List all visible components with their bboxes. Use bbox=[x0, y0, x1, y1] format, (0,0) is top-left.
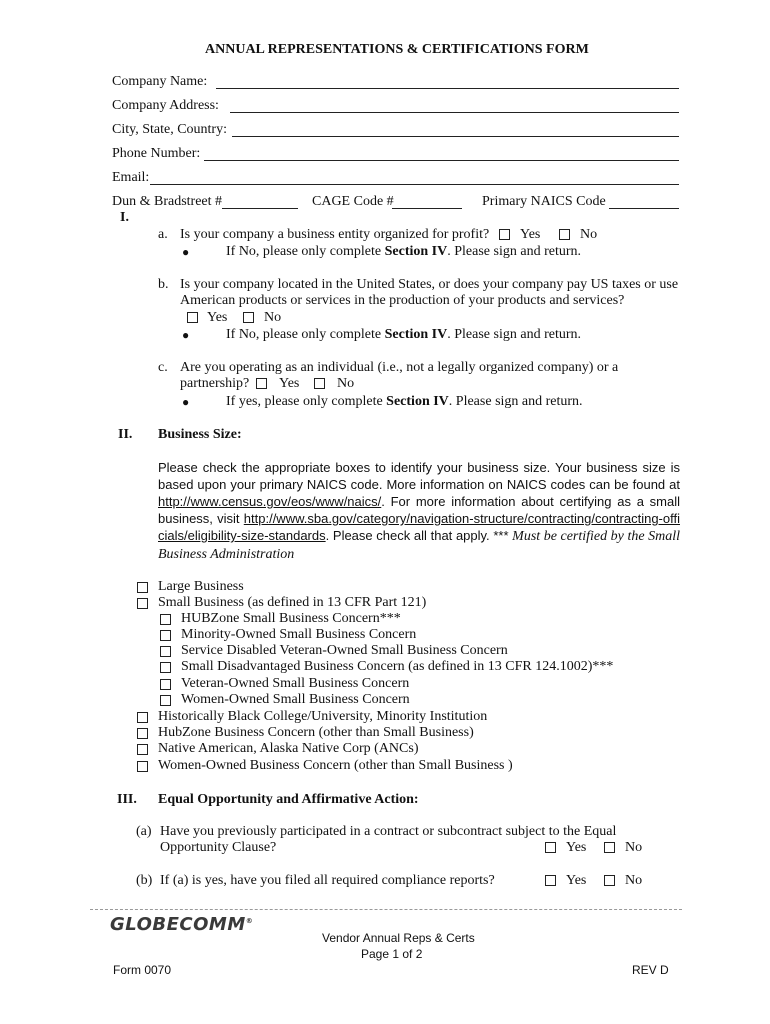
question-1b-yes-label: Yes bbox=[207, 310, 228, 325]
question-3b-no-label: No bbox=[625, 873, 643, 888]
question-1c-yes-label: Yes bbox=[279, 376, 300, 391]
question-1b-no-checkbox[interactable] bbox=[243, 312, 254, 323]
question-3a-text-line2: Opportunity Clause? bbox=[160, 840, 277, 855]
business-size-instructions: Please check the appropriate boxes to identify your business size. Your business size is based upon your primary NAICS code. More information on NAICS codes can be found at http://www.census.gov/eos/www/naics/. For more information about certifying as a small business, visit http://www.sba.gov/category/navigation-structure/contracting/contracting-officials/eligibility-size-standards. Please check all that apply. *** Must be certified by the Small Business Administration bbox=[158, 460, 680, 562]
question-3b-yes-checkbox[interactable] bbox=[545, 875, 556, 886]
question-1c-note: If yes, please only complete Section IV. Please sign and return. bbox=[226, 394, 583, 409]
question-1a-no-label: No bbox=[580, 227, 598, 242]
company-name-label: Company Name: bbox=[112, 74, 208, 89]
question-1b-letter: b. bbox=[158, 277, 169, 292]
option-minority-owned-checkbox[interactable] bbox=[160, 630, 171, 641]
email-field[interactable] bbox=[150, 184, 679, 185]
question-1b-text-line1: Is your company located in the United States, or does your company pay US taxes or use bbox=[180, 277, 679, 292]
option-sdvosb-checkbox[interactable] bbox=[160, 646, 171, 657]
form-title: ANNUAL REPRESENTATIONS & CERTIFICATIONS FORM bbox=[205, 42, 589, 57]
option-hbcu-checkbox[interactable] bbox=[137, 712, 148, 723]
city-state-country-label: City, State, Country: bbox=[112, 122, 227, 137]
option-label: Minority-Owned Small Business Concern bbox=[181, 627, 417, 642]
bullet-icon: ● bbox=[182, 395, 190, 409]
phone-field[interactable] bbox=[204, 160, 679, 161]
footer-form-number: Form 0070 bbox=[113, 963, 172, 977]
company-address-label: Company Address: bbox=[112, 98, 219, 113]
question-1a-text: Is your company a business entity organized for profit? bbox=[180, 227, 490, 242]
question-1a-note: If No, please only complete Section IV. Please sign and return. bbox=[226, 244, 581, 259]
question-1c-text-line2: partnership? bbox=[180, 376, 250, 391]
question-3a-yes-checkbox[interactable] bbox=[545, 842, 556, 853]
option-label: HubZone Business Concern (other than Small Business) bbox=[158, 725, 474, 740]
duns-field[interactable] bbox=[222, 208, 298, 209]
question-1a-no-checkbox[interactable] bbox=[559, 229, 570, 240]
footer-doc-name: Vendor Annual Reps & Certs bbox=[322, 931, 475, 945]
option-women-owned-small-checkbox[interactable] bbox=[160, 695, 171, 706]
question-1b-note: If No, please only complete Section IV. Please sign and return. bbox=[226, 327, 581, 342]
option-label: HUBZone Small Business Concern*** bbox=[181, 611, 401, 626]
question-1c-no-label: No bbox=[337, 376, 355, 391]
phone-label: Phone Number: bbox=[112, 146, 201, 161]
option-label: Historically Black College/University, Minority Institution bbox=[158, 709, 488, 724]
option-women-owned-business-checkbox[interactable] bbox=[137, 761, 148, 772]
question-3a-yes-label: Yes bbox=[566, 840, 587, 855]
bullet-icon: ● bbox=[182, 328, 190, 342]
cage-label: CAGE Code # bbox=[312, 194, 394, 209]
option-small-disadvantaged-checkbox[interactable] bbox=[160, 662, 171, 673]
option-small-business-checkbox[interactable] bbox=[137, 598, 148, 609]
section-2-numeral: II. bbox=[118, 427, 133, 442]
section-2-heading: Business Size: bbox=[158, 427, 242, 442]
option-hubzone-business-checkbox[interactable] bbox=[137, 728, 148, 739]
question-3b-letter: (b) bbox=[136, 873, 153, 888]
option-label: Veteran-Owned Small Business Concern bbox=[181, 676, 410, 691]
question-1c-text-line1: Are you operating as an individual (i.e., not a legally organized company) or a bbox=[180, 360, 619, 375]
company-logo: GLOBECOMM® bbox=[110, 914, 254, 935]
question-3b-no-checkbox[interactable] bbox=[604, 875, 615, 886]
option-label: Small Business (as defined in 13 CFR Part 121) bbox=[158, 595, 427, 610]
question-3a-no-label: No bbox=[625, 840, 643, 855]
cage-field[interactable] bbox=[392, 208, 462, 209]
question-3b-yes-label: Yes bbox=[566, 873, 587, 888]
naics-field[interactable] bbox=[609, 208, 679, 209]
question-1b-no-label: No bbox=[264, 310, 282, 325]
option-label: Women-Owned Small Business Concern bbox=[181, 692, 410, 707]
question-3b-text: If (a) is yes, have you filed all required compliance reports? bbox=[160, 873, 495, 888]
question-1b-text-line2: American products or services in the production of your products and services? bbox=[180, 293, 625, 308]
duns-label: Dun & Bradstreet # bbox=[112, 194, 223, 209]
question-1b-yes-checkbox[interactable] bbox=[187, 312, 198, 323]
option-large-business-checkbox[interactable] bbox=[137, 582, 148, 593]
question-1a-letter: a. bbox=[158, 227, 168, 242]
bullet-icon: ● bbox=[182, 245, 190, 259]
option-veteran-owned-checkbox[interactable] bbox=[160, 679, 171, 690]
section-3-heading: Equal Opportunity and Affirmative Action: bbox=[158, 792, 419, 807]
question-1a-yes-label: Yes bbox=[520, 227, 541, 242]
question-1a-yes-checkbox[interactable] bbox=[499, 229, 510, 240]
option-label: Women-Owned Business Concern (other than Small Business ) bbox=[158, 758, 513, 773]
question-3a-text-line1: Have you previously participated in a contract or subcontract subject to the Equal bbox=[160, 824, 617, 839]
option-label: Native American, Alaska Native Corp (ANCs) bbox=[158, 741, 419, 756]
naics-label: Primary NAICS Code bbox=[482, 194, 606, 209]
question-1c-no-checkbox[interactable] bbox=[314, 378, 325, 389]
option-label: Service Disabled Veteran-Owned Small Business Concern bbox=[181, 643, 508, 658]
footer-revision: REV D bbox=[632, 963, 669, 977]
option-label: Small Disadvantaged Business Concern (as defined in 13 CFR 124.1002)*** bbox=[181, 659, 614, 674]
question-3a-no-checkbox[interactable] bbox=[604, 842, 615, 853]
section-1-numeral: I. bbox=[120, 210, 129, 225]
city-state-country-field[interactable] bbox=[232, 136, 679, 137]
naics-link[interactable]: http://www.census.gov/eos/www/naics/ bbox=[158, 494, 382, 509]
footer-page-number: Page 1 of 2 bbox=[361, 947, 423, 961]
option-label: Large Business bbox=[158, 579, 244, 594]
company-name-field[interactable] bbox=[216, 88, 679, 89]
section-3-numeral: III. bbox=[117, 792, 137, 807]
email-label: Email: bbox=[112, 170, 150, 185]
question-1c-letter: c. bbox=[158, 360, 168, 375]
option-hubzone-small-checkbox[interactable] bbox=[160, 614, 171, 625]
company-address-field[interactable] bbox=[230, 112, 679, 113]
question-1c-yes-checkbox[interactable] bbox=[256, 378, 267, 389]
question-3a-letter: (a) bbox=[136, 824, 152, 839]
option-native-american-checkbox[interactable] bbox=[137, 744, 148, 755]
footer-divider bbox=[90, 909, 682, 910]
sba-link[interactable]: http://www.sba.gov/category/navigation-structure/contracting/contracting-officials/eligibility-size-standards bbox=[158, 511, 680, 543]
